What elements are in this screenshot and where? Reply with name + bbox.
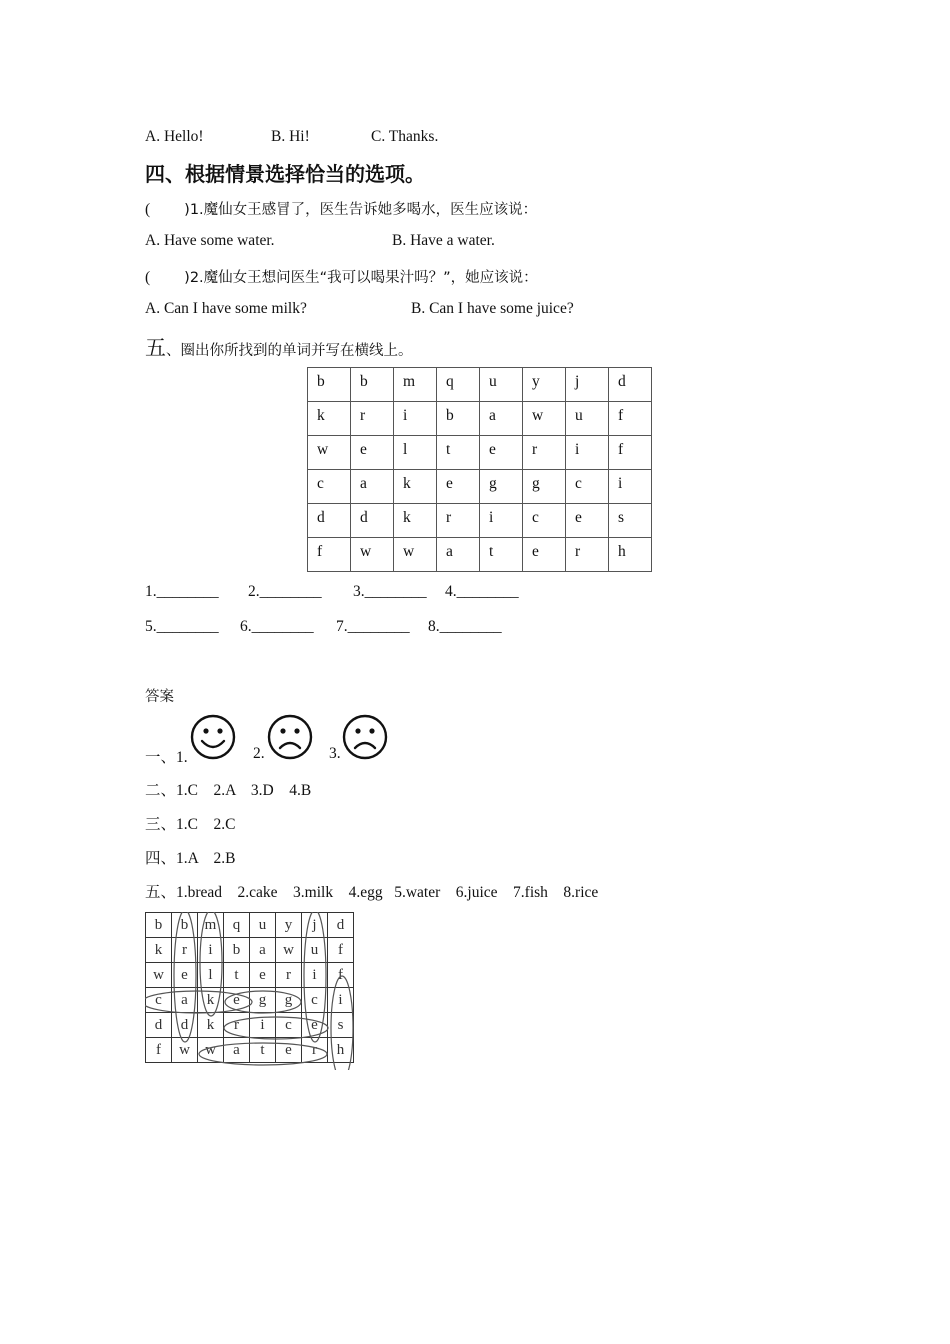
grid-cell: e xyxy=(480,436,523,470)
grid-cell: r xyxy=(351,402,394,436)
answer-grid-cell: f xyxy=(328,938,354,963)
answer-grid-cell: s xyxy=(328,1013,354,1038)
grid-cell: e xyxy=(523,538,566,572)
answer-grid-cell: c xyxy=(146,988,172,1013)
grid-cell: r xyxy=(523,436,566,470)
answer-grid-cell: i xyxy=(198,938,224,963)
answers-title: 答案 xyxy=(145,689,174,705)
answer-grid-cell: e xyxy=(224,988,250,1013)
word-search-grid xyxy=(307,367,652,572)
answer-grid-cell: b xyxy=(224,938,250,963)
answer-grid-cell: m xyxy=(198,913,224,938)
blank-5: 5.________ xyxy=(145,618,219,635)
grid-cell: h xyxy=(609,538,652,572)
answer-grid-cell: u xyxy=(250,913,276,938)
frown-face-icon xyxy=(267,714,313,760)
answer-grid-row xyxy=(146,938,354,963)
grid-cell: d xyxy=(308,504,351,538)
grid-cell: y xyxy=(523,368,566,402)
answer-grid-cell: d xyxy=(328,913,354,938)
grid-cell: e xyxy=(437,470,480,504)
answer-grid-row xyxy=(146,1038,354,1063)
answer-grid-row xyxy=(146,913,354,938)
answer-grid-cell: i xyxy=(328,988,354,1013)
section5-heading xyxy=(145,332,413,362)
grid-cell: j xyxy=(566,368,609,402)
answer-grid-cell: e xyxy=(302,1013,328,1038)
grid-row xyxy=(308,504,652,538)
grid-cell: i xyxy=(566,436,609,470)
smile-face-icon xyxy=(190,714,236,760)
grid-cell: e xyxy=(566,504,609,538)
s4-q2-text: )2.魔仙女王想问医生“我可以喝果汁吗？”，她应该说： xyxy=(184,270,538,286)
blank-6: 6.________ xyxy=(240,618,314,635)
grid-cell: r xyxy=(437,504,480,538)
answer-1-n3: 3. xyxy=(329,745,341,762)
answer-grid-cell: h xyxy=(328,1038,354,1063)
s4-q1 xyxy=(145,198,537,219)
grid-cell: g xyxy=(480,470,523,504)
answer-grid-cell: c xyxy=(302,988,328,1013)
answer-grid-cell: e xyxy=(276,1038,302,1063)
blank-3: 3.________ xyxy=(353,583,427,600)
answer-3: 三、1.C 2.C xyxy=(145,816,236,833)
grid-cell: l xyxy=(394,436,437,470)
s4-q2-option-a: A. Can I have some milk? xyxy=(145,300,307,317)
grid-cell: i xyxy=(609,470,652,504)
answer-grid-cell: k xyxy=(146,938,172,963)
answer-grid-cell: w xyxy=(172,1038,198,1063)
grid-cell: b xyxy=(437,402,480,436)
answer-grid-cell: k xyxy=(198,1013,224,1038)
answer-grid-cell: k xyxy=(198,988,224,1013)
answer-5: 五、1.bread 2.cake 3.milk 4.egg 5.water 6.juice 7.fish 8.rice xyxy=(145,884,599,901)
s4-q2-option-b: B. Can I have some juice? xyxy=(411,300,574,317)
answer-grid-cell: d xyxy=(172,1013,198,1038)
grid-row xyxy=(308,470,652,504)
grid-cell: u xyxy=(566,402,609,436)
grid-cell: u xyxy=(480,368,523,402)
answer-grid-cell: q xyxy=(224,913,250,938)
grid-cell: d xyxy=(609,368,652,402)
section5-heading-text: 、圈出你所找到的单词并写在横线上。 xyxy=(166,343,413,359)
answer-grid-cell: a xyxy=(250,938,276,963)
answer-grid-cell: f xyxy=(146,1038,172,1063)
answer-grid-cell: f xyxy=(328,963,354,988)
grid-cell: i xyxy=(394,402,437,436)
answer-grid-cell: r xyxy=(302,1038,328,1063)
grid-cell: w xyxy=(394,538,437,572)
answer-grid-cell: i xyxy=(302,963,328,988)
grid-cell: a xyxy=(480,402,523,436)
grid-cell: s xyxy=(609,504,652,538)
answer-grid-row xyxy=(146,963,354,988)
grid-row xyxy=(308,538,652,572)
blank-7: 7.________ xyxy=(336,618,410,635)
answer-grid-cell: u xyxy=(302,938,328,963)
answer-grid-cell: c xyxy=(276,1013,302,1038)
answer-grid-cell: d xyxy=(146,1013,172,1038)
blank-1: 1.________ xyxy=(145,583,219,600)
answer-grid-cell: a xyxy=(224,1038,250,1063)
answer-grid-cell: l xyxy=(198,963,224,988)
grid-cell: f xyxy=(308,538,351,572)
answer-grid-cell: e xyxy=(250,963,276,988)
blank-4: 4.________ xyxy=(445,583,519,600)
grid-cell: w xyxy=(351,538,394,572)
s4-q1-paren: ( xyxy=(145,201,151,218)
grid-cell: w xyxy=(523,402,566,436)
answer-grid-cell: r xyxy=(276,963,302,988)
s4-q1-option-b: B. Have a water. xyxy=(392,232,495,249)
s4-q2 xyxy=(145,266,538,287)
grid-cell: r xyxy=(566,538,609,572)
answer-grid-cell: a xyxy=(172,988,198,1013)
grid-cell: w xyxy=(308,436,351,470)
answer-grid-cell: w xyxy=(146,963,172,988)
answer-grid-row xyxy=(146,1013,354,1038)
grid-cell: g xyxy=(523,470,566,504)
answer-grid-cell: w xyxy=(276,938,302,963)
answer-grid-cell: e xyxy=(172,963,198,988)
grid-cell: f xyxy=(609,402,652,436)
grid-cell: c xyxy=(523,504,566,538)
grid-row xyxy=(308,368,652,402)
answer-grid-cell: t xyxy=(224,963,250,988)
grid-cell: e xyxy=(351,436,394,470)
grid-cell: a xyxy=(351,470,394,504)
grid-cell: b xyxy=(308,368,351,402)
grid-cell: t xyxy=(437,436,480,470)
answer-grid-cell: b xyxy=(172,913,198,938)
s3-option-b: B. Hi! xyxy=(271,128,310,145)
grid-cell: b xyxy=(351,368,394,402)
answer-key-grid xyxy=(145,912,354,1063)
grid-cell: f xyxy=(609,436,652,470)
answer-grid-cell: t xyxy=(250,1038,276,1063)
answer-grid-cell: y xyxy=(276,913,302,938)
grid-row xyxy=(308,436,652,470)
answer-1-prefix: 一、1. xyxy=(145,749,188,766)
s3-option-a: A. Hello! xyxy=(145,128,204,145)
answer-grid-cell: j xyxy=(302,913,328,938)
answer-grid-row xyxy=(146,988,354,1013)
answer-grid-cell: r xyxy=(224,1013,250,1038)
grid-cell: k xyxy=(308,402,351,436)
answer-grid-cell: g xyxy=(250,988,276,1013)
answer-grid-cell: g xyxy=(276,988,302,1013)
grid-cell: c xyxy=(566,470,609,504)
blank-8: 8.________ xyxy=(428,618,502,635)
answer-1-n2: 2. xyxy=(253,745,265,762)
answer-grid-cell: i xyxy=(250,1013,276,1038)
grid-cell: q xyxy=(437,368,480,402)
grid-cell: k xyxy=(394,470,437,504)
frown-face-icon xyxy=(342,714,388,760)
s4-q1-text: )1.魔仙女王感冒了，医生告诉她多喝水，医生应该说： xyxy=(184,202,538,218)
s3-option-c: C. Thanks. xyxy=(371,128,439,145)
blank-2: 2.________ xyxy=(248,583,322,600)
section5-number: 五 xyxy=(145,336,166,360)
answer-grid-cell: w xyxy=(198,1038,224,1063)
answer-2: 二、1.C 2.A 3.D 4.B xyxy=(145,782,312,799)
s4-q1-option-a: A. Have some water. xyxy=(145,232,275,249)
grid-cell: a xyxy=(437,538,480,572)
section4-heading: 四、根据情景选择恰当的选项。 xyxy=(145,162,425,186)
grid-cell: k xyxy=(394,504,437,538)
grid-cell: i xyxy=(480,504,523,538)
grid-cell: c xyxy=(308,470,351,504)
s4-q2-paren: ( xyxy=(145,269,151,286)
grid-cell: m xyxy=(394,368,437,402)
grid-cell: t xyxy=(480,538,523,572)
answer-grid-cell: b xyxy=(146,913,172,938)
grid-row xyxy=(308,402,652,436)
answer-grid-cell: r xyxy=(172,938,198,963)
grid-cell: d xyxy=(351,504,394,538)
answer-4: 四、1.A 2.B xyxy=(145,850,236,867)
